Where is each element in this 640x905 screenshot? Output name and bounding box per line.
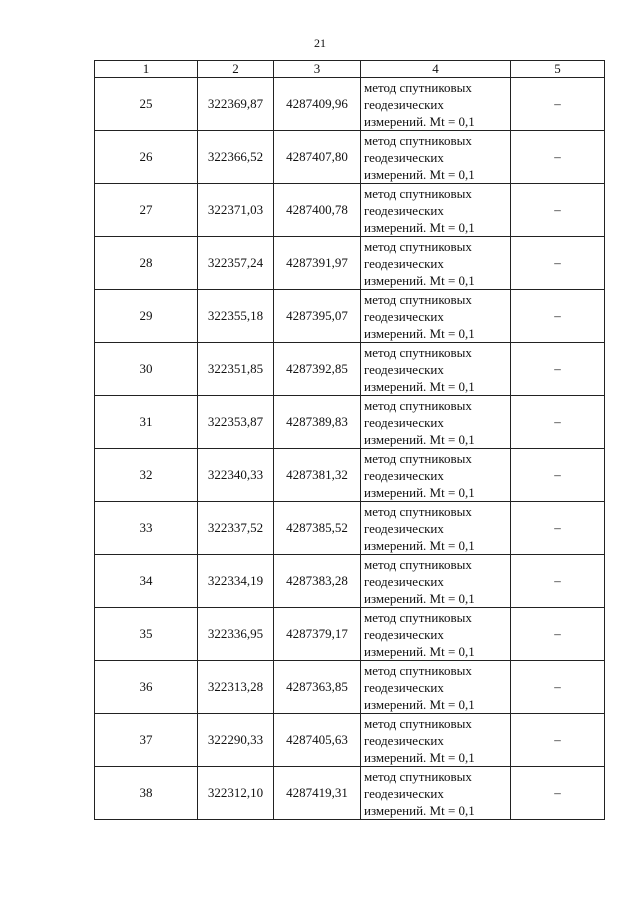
method-line: измерений. Mt = 0,1 [364,802,475,818]
y-coordinate-cell: 4287400,78 [274,184,361,237]
method-line: метод спутниковых [364,185,472,201]
x-coordinate-cell: 322353,87 [198,396,274,449]
note-cell: – [511,237,605,290]
y-coordinate-cell: 4287405,63 [274,714,361,767]
method-line: измерений. Mt = 0,1 [364,325,475,341]
method-line: геодезических [364,308,444,324]
x-coordinate-cell: 322312,10 [198,767,274,820]
method-line: метод спутниковых [364,238,472,254]
table-body [95,78,605,820]
table-row [95,502,605,555]
table-row [95,290,605,343]
point-number-cell: 33 [95,502,198,555]
method-line: геодезических [364,785,444,801]
x-coordinate-cell: 322369,87 [198,78,274,131]
table-header-row [95,61,605,78]
method-cell [361,131,511,184]
method-line: измерений. Mt = 0,1 [364,219,475,235]
method-line: геодезических [364,467,444,483]
y-coordinate-cell: 4287391,97 [274,237,361,290]
method-cell [361,343,511,396]
table-row [95,661,605,714]
method-cell [361,661,511,714]
note-cell: – [511,343,605,396]
method-line: геодезических [364,626,444,642]
method-line: измерений. Mt = 0,1 [364,431,475,447]
note-cell: – [511,290,605,343]
x-coordinate-cell: 322371,03 [198,184,274,237]
y-coordinate-cell: 4287419,31 [274,767,361,820]
note-cell: – [511,608,605,661]
y-coordinate-cell: 4287379,17 [274,608,361,661]
method-cell [361,714,511,767]
method-line: геодезических [364,202,444,218]
table-row [95,449,605,502]
x-coordinate-cell: 322351,85 [198,343,274,396]
column-header-5: 5 [511,61,605,78]
point-number-cell: 28 [95,237,198,290]
note-cell: – [511,714,605,767]
column-header-4: 4 [361,61,511,78]
method-line: измерений. Mt = 0,1 [364,643,475,659]
note-cell: – [511,555,605,608]
method-line: измерений. Mt = 0,1 [364,749,475,765]
method-line: измерений. Mt = 0,1 [364,378,475,394]
method-line: метод спутниковых [364,291,472,307]
method-line: метод спутниковых [364,556,472,572]
column-header-2: 2 [198,61,274,78]
method-line: метод спутниковых [364,503,472,519]
y-coordinate-cell: 4287409,96 [274,78,361,131]
table-row [95,184,605,237]
method-cell [361,184,511,237]
x-coordinate-cell: 322336,95 [198,608,274,661]
method-line: метод спутниковых [364,662,472,678]
point-number-cell: 32 [95,449,198,502]
table-row [95,714,605,767]
column-header-1: 1 [95,61,198,78]
table-row [95,767,605,820]
method-line: геодезических [364,361,444,377]
note-cell: – [511,131,605,184]
y-coordinate-cell: 4287363,85 [274,661,361,714]
method-line: измерений. Mt = 0,1 [364,113,475,129]
column-header-3: 3 [274,61,361,78]
method-line: измерений. Mt = 0,1 [364,537,475,553]
method-line: измерений. Mt = 0,1 [364,484,475,500]
method-line: метод спутниковых [364,768,472,784]
x-coordinate-cell: 322334,19 [198,555,274,608]
method-cell [361,237,511,290]
note-cell: – [511,502,605,555]
method-line: измерений. Mt = 0,1 [364,696,475,712]
method-cell [361,767,511,820]
method-line: геодезических [364,573,444,589]
method-line: измерений. Mt = 0,1 [364,166,475,182]
method-cell [361,396,511,449]
point-number-cell: 38 [95,767,198,820]
x-coordinate-cell: 322337,52 [198,502,274,555]
point-number-cell: 34 [95,555,198,608]
method-line: метод спутниковых [364,132,472,148]
y-coordinate-cell: 4287383,28 [274,555,361,608]
method-line: измерений. Mt = 0,1 [364,272,475,288]
point-number-cell: 27 [95,184,198,237]
method-line: метод спутниковых [364,715,472,731]
note-cell: – [511,184,605,237]
table-row [95,396,605,449]
method-line: геодезических [364,679,444,695]
page-number: 21 [314,36,326,50]
x-coordinate-cell: 322357,24 [198,237,274,290]
table-row [95,237,605,290]
method-line: геодезических [364,414,444,430]
method-cell [361,290,511,343]
table-row [95,608,605,661]
method-line: геодезических [364,149,444,165]
method-line: геодезических [364,520,444,536]
method-line: метод спутниковых [364,344,472,360]
x-coordinate-cell: 322340,33 [198,449,274,502]
method-cell [361,555,511,608]
y-coordinate-cell: 4287381,32 [274,449,361,502]
y-coordinate-cell: 4287395,07 [274,290,361,343]
point-number-cell: 31 [95,396,198,449]
y-coordinate-cell: 4287389,83 [274,396,361,449]
y-coordinate-cell: 4287385,52 [274,502,361,555]
method-cell [361,502,511,555]
note-cell: – [511,767,605,820]
method-line: измерений. Mt = 0,1 [364,590,475,606]
point-number-cell: 35 [95,608,198,661]
point-number-cell: 26 [95,131,198,184]
method-cell [361,608,511,661]
point-number-cell: 29 [95,290,198,343]
note-cell: – [511,661,605,714]
note-cell: – [511,449,605,502]
y-coordinate-cell: 4287392,85 [274,343,361,396]
point-number-cell: 30 [95,343,198,396]
point-number-cell: 37 [95,714,198,767]
x-coordinate-cell: 322366,52 [198,131,274,184]
method-line: геодезических [364,96,444,112]
method-line: геодезических [364,255,444,271]
table-row [95,131,605,184]
method-line: метод спутниковых [364,450,472,466]
x-coordinate-cell: 322290,33 [198,714,274,767]
note-cell: – [511,396,605,449]
method-cell [361,449,511,502]
method-line: метод спутниковых [364,79,472,95]
method-line: метод спутниковых [364,609,472,625]
coordinates-table [94,60,605,820]
y-coordinate-cell: 4287407,80 [274,131,361,184]
x-coordinate-cell: 322355,18 [198,290,274,343]
method-line: метод спутниковых [364,397,472,413]
method-line: геодезических [364,732,444,748]
note-cell: – [511,78,605,131]
point-number-cell: 36 [95,661,198,714]
table-row [95,555,605,608]
table-row [95,343,605,396]
x-coordinate-cell: 322313,28 [198,661,274,714]
method-cell [361,78,511,131]
table-row [95,78,605,131]
point-number-cell: 25 [95,78,198,131]
